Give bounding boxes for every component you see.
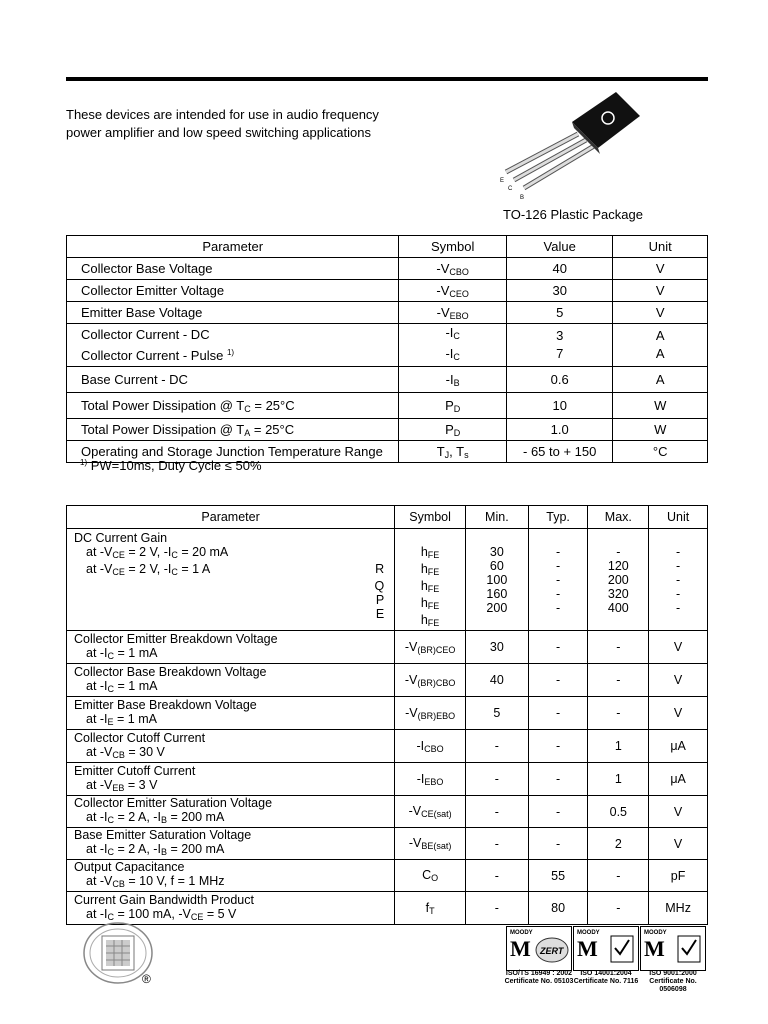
- svg-text:MOODY: MOODY: [577, 930, 600, 936]
- unit-cell: - - - - -: [649, 529, 708, 631]
- unit-cell: pF: [649, 860, 708, 892]
- value-cell: 0.6: [506, 367, 613, 393]
- table-row: [67, 796, 708, 828]
- param-cell: Output Capacitance at $-V_{CB} = 10$ V, f = 1 MHz: [67, 860, 395, 892]
- param-cell: Emitter Base Voltage: [67, 302, 399, 324]
- table-row: [67, 280, 708, 302]
- param-cell: Base Current - DC: [67, 367, 399, 393]
- param-cell: Collector Emitter Saturation Voltage at $-I_C = 2$ A, $-I_B = 200$ mA: [67, 796, 395, 828]
- max-cell: -: [588, 697, 649, 730]
- to126-package-image: [498, 86, 648, 206]
- value-cell: 1.0: [506, 419, 613, 441]
- symbol-cell: $T_J$, $T_s$: [399, 441, 507, 463]
- min-cell: 30: [466, 631, 529, 664]
- param-cell: Collector Current - DC Collector Current - Pulse $^{1)}$: [67, 324, 399, 367]
- header-parameter: Parameter: [67, 236, 399, 258]
- param-cell: DC Current Gain at $-V_{CE} = 2$ V, $-I_C = 20$ mA at $-V_{CE} = 2$ V, $-I_C = 1$ A R Q P E: [67, 529, 395, 631]
- max-cell: -: [588, 860, 649, 892]
- param-cell: Collector Base Breakdown Voltage at $-I_C = 1$ mA: [67, 664, 395, 697]
- symbol-cell: $f_T$: [395, 892, 466, 925]
- intro-text: These devices are intended for use in audio frequency power amplifier and low speed switching applications: [66, 107, 379, 140]
- unit-cell: V: [649, 664, 708, 697]
- max-cell: -: [588, 892, 649, 925]
- min-cell: -: [466, 892, 529, 925]
- param-cell: Collector Base Voltage: [67, 258, 399, 280]
- symbol-cell: $-V_{BE(sat)}$: [395, 828, 466, 860]
- max-cell: -: [588, 664, 649, 697]
- typ-cell: - - - - -: [528, 529, 588, 631]
- typ-cell: -: [528, 631, 588, 664]
- header-symbol: Symbol: [395, 506, 466, 529]
- registered-mark: ®: [142, 972, 151, 986]
- package-caption: TO-126 Plastic Package: [503, 207, 643, 222]
- svg-text:M: M: [644, 936, 665, 961]
- table-header-row: [67, 236, 708, 258]
- max-cell: -: [588, 631, 649, 664]
- min-cell: 40: [466, 664, 529, 697]
- group-e: E: [375, 607, 385, 621]
- typ-cell: 55: [528, 860, 588, 892]
- svg-text:MOODY: MOODY: [510, 930, 533, 936]
- table-row: [67, 860, 708, 892]
- value-cell: 10: [506, 393, 613, 419]
- svg-text:ZERT: ZERT: [540, 946, 564, 956]
- symbol-cell: $-V_{CEO}$: [399, 280, 507, 302]
- unit-cell: MHz: [649, 892, 708, 925]
- typ-cell: -: [528, 828, 588, 860]
- max-cell: - 120 200 320 400: [588, 529, 649, 631]
- max-cell: 2: [588, 828, 649, 860]
- param-cell: Emitter Cutoff Current at $-V_{EB} = 3$ V: [67, 763, 395, 796]
- svg-text:MOODY: MOODY: [644, 930, 667, 936]
- table-row: [67, 631, 708, 664]
- symbol-cell: $-V_{(BR)CBO}$: [395, 664, 466, 697]
- table-row: [67, 419, 708, 441]
- symbol-cell: $P_D$: [399, 393, 507, 419]
- cert-label-iso-ts: ISO/TS 16949 : 2002 Certificate No. 05103: [504, 970, 574, 985]
- min-cell: -: [466, 796, 529, 828]
- min-cell: -: [466, 828, 529, 860]
- typ-cell: -: [528, 796, 588, 828]
- value-cell: 40: [506, 258, 613, 280]
- table-row: [67, 367, 708, 393]
- table-row: [67, 324, 708, 367]
- unit-cell: V: [649, 631, 708, 664]
- pin-e-label: E: [500, 178, 505, 184]
- table-row: [67, 730, 708, 763]
- pin-b-label: B: [520, 195, 525, 201]
- symbol-cell: $-I_{CBO}$: [395, 730, 466, 763]
- group-p: P: [375, 593, 385, 607]
- header-min: Min.: [466, 506, 529, 529]
- param-cell: Emitter Base Breakdown Voltage at $-I_E = 1$ mA: [67, 697, 395, 730]
- min-cell: 30 60 100 160 200: [466, 529, 529, 631]
- table-row: [67, 763, 708, 796]
- symbol-cell: $-V_{EBO}$: [399, 302, 507, 324]
- min-cell: -: [466, 763, 529, 796]
- unit-cell: W: [613, 419, 708, 441]
- footnote: $^{1)}$ PW=10ms, Duty Cycle ≤ 50%: [80, 458, 262, 473]
- symbol-cell: $C_O$: [395, 860, 466, 892]
- table-row: [67, 697, 708, 730]
- symbol-cell: $-V_{CBO}$: [399, 258, 507, 280]
- typ-cell: -: [528, 730, 588, 763]
- typ-cell: -: [528, 664, 588, 697]
- table-row: [67, 892, 708, 925]
- table-row: [67, 828, 708, 860]
- absolute-ratings-table: [66, 235, 708, 463]
- header-symbol: Symbol: [399, 236, 507, 258]
- header-typ: Typ.: [528, 506, 588, 529]
- param-cell: Current Gain Bandwidth Product at $-I_C = 100$ mA, $-V_{CE} = 5$ V: [67, 892, 395, 925]
- max-cell: 0.5: [588, 796, 649, 828]
- group-q: Q: [374, 579, 385, 593]
- table-header-row: [67, 506, 708, 529]
- symbol-cell: $-V_{(BR)CEO}$: [395, 631, 466, 664]
- max-cell: 1: [588, 730, 649, 763]
- header-unit: Unit: [613, 236, 708, 258]
- unit-cell: A: [613, 367, 708, 393]
- group-r: R: [375, 562, 385, 576]
- svg-text:M: M: [577, 936, 598, 961]
- unit-cell: V: [649, 796, 708, 828]
- header-parameter: Parameter: [67, 506, 395, 529]
- min-cell: -: [466, 860, 529, 892]
- symbol-cell: $-V_{(BR)EBO}$: [395, 697, 466, 730]
- param-cell: Base Emitter Saturation Voltage at $-I_C = 2$ A, $-I_B = 200$ mA: [67, 828, 395, 860]
- param-cell: Collector Emitter Voltage: [67, 280, 399, 302]
- unit-cell: μA: [649, 763, 708, 796]
- unit-cell: V: [613, 258, 708, 280]
- symbol-cell: $-I_C$ $-I_C$: [399, 324, 507, 367]
- symbol-cell: $-V_{CE(sat)}$: [395, 796, 466, 828]
- cert-label-iso-14001: ISO 14001:2004 Certificate No. 7116: [573, 970, 639, 985]
- top-rule: [66, 77, 708, 81]
- header-unit: Unit: [649, 506, 708, 529]
- param-cell: Collector Cutoff Current at $-V_{CB} = 30$ V: [67, 730, 395, 763]
- header-value: Value: [506, 236, 613, 258]
- value-cell: 5: [506, 302, 613, 324]
- value-cell: - 65 to + 150: [506, 441, 613, 463]
- symbol-cell: $h_{FE}$ $h_{FE}$ $h_{FE}$ $h_{FE}$ $h_{FE}$: [395, 529, 466, 631]
- unit-cell: μA: [649, 730, 708, 763]
- unit-cell: V: [613, 280, 708, 302]
- param-cell: Total Power Dissipation @ $T_C = 25^\circ C$: [67, 393, 399, 419]
- cert-label-iso-9001: ISO 9001:2000 Certificate No. 0506098: [649, 970, 697, 993]
- table-row: [67, 393, 708, 419]
- typ-cell: -: [528, 697, 588, 730]
- unit-cell: °C: [613, 441, 708, 463]
- max-cell: 1: [588, 763, 649, 796]
- unit-cell: V: [613, 302, 708, 324]
- typ-cell: -: [528, 763, 588, 796]
- unit-cell: A A: [613, 324, 708, 367]
- unit-cell: V: [649, 697, 708, 730]
- param-cell: Operating and Storage Junction Temperature Range: [67, 441, 399, 463]
- value-cell: 30: [506, 280, 613, 302]
- pin-c-label: C: [508, 186, 513, 192]
- svg-text:M: M: [510, 936, 531, 961]
- min-cell: -: [466, 730, 529, 763]
- table-row: [67, 258, 708, 280]
- typ-cell: 80: [528, 892, 588, 925]
- param-cell: Total Power Dissipation @ $T_A = 25^\circ C$: [67, 419, 399, 441]
- table-row-dc-gain: [67, 529, 708, 631]
- symbol-cell: $-I_B$: [399, 367, 507, 393]
- unit-cell: V: [649, 828, 708, 860]
- min-cell: 5: [466, 697, 529, 730]
- table-row: [67, 302, 708, 324]
- characteristics-table: [66, 505, 708, 925]
- header-max: Max.: [588, 506, 649, 529]
- table-row: [67, 664, 708, 697]
- symbol-cell: $P_D$: [399, 419, 507, 441]
- unit-cell: W: [613, 393, 708, 419]
- param-cell: Collector Emitter Breakdown Voltage at $-I_C = 1$ mA: [67, 631, 395, 664]
- value-cell: 3 7: [506, 324, 613, 367]
- symbol-cell: $-I_{EBO}$: [395, 763, 466, 796]
